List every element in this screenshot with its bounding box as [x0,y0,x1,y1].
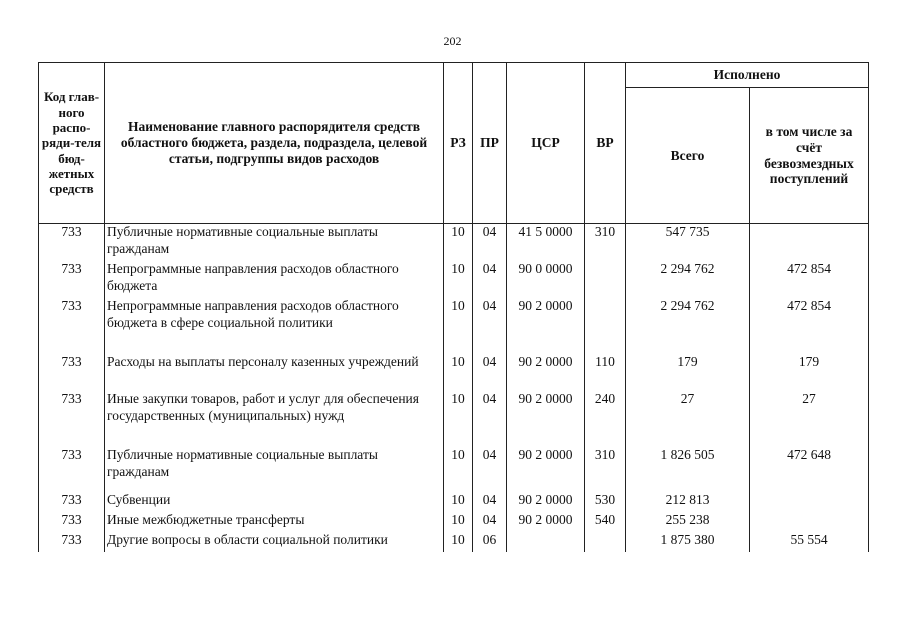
table-row [39,447,869,484]
cell-grants: 472 648 [750,447,869,484]
cell-grants [750,512,869,532]
cell-name: Иные закупки товаров, работ и услуг для обеспечения государственных (муниципальных) нужд [105,391,444,447]
cell-csr [507,532,585,552]
cell-rz: 10 [444,532,473,552]
cell-code: 733 [39,532,105,552]
table-row [39,261,869,298]
cell-pr: 04 [473,391,507,447]
header-name: Наименование главного распорядителя средств областного бюджета, раздела, подраздела, целевой статьи, подгруппы видов расходов [105,63,444,224]
cell-name: Непрограммные направления расходов областного бюджета [105,261,444,298]
cell-name: Непрограммные направления расходов областного бюджета в сфере социальной политики [105,298,444,354]
header-csr: ЦСР [507,63,585,224]
cell-grants: 472 854 [750,261,869,298]
cell-total: 27 [626,391,750,447]
cell-csr: 90 2 0000 [507,298,585,354]
cell-pr: 04 [473,224,507,262]
cell-grants [750,492,869,512]
cell-total: 179 [626,354,750,391]
cell-csr: 90 2 0000 [507,354,585,391]
cell-pr: 04 [473,512,507,532]
cell-csr: 90 2 0000 [507,492,585,512]
cell-code: 733 [39,512,105,532]
budget-execution-table [38,62,869,552]
table-row [39,512,869,532]
cell-pr: 04 [473,261,507,298]
cell-vr: 240 [585,391,626,447]
cell-total: 1 826 505 [626,447,750,484]
cell-code: 733 [39,447,105,484]
cell-name: Публичные нормативные социальные выплаты гражданам [105,447,444,484]
cell-grants: 472 854 [750,298,869,354]
cell-total: 255 238 [626,512,750,532]
cell-csr: 90 2 0000 [507,512,585,532]
header-total: Всего [626,88,750,224]
cell-code: 733 [39,354,105,391]
cell-name: Другие вопросы в области социальной политики [105,532,444,552]
header-vr: ВР [585,63,626,224]
table-row [39,391,869,447]
table-row [39,532,869,552]
spacer-row [39,484,869,492]
cell-csr: 90 0 0000 [507,261,585,298]
cell-code: 733 [39,298,105,354]
cell-pr: 04 [473,492,507,512]
cell-total: 212 813 [626,492,750,512]
cell-vr [585,532,626,552]
cell-rz: 10 [444,298,473,354]
cell-vr: 110 [585,354,626,391]
cell-total: 547 735 [626,224,750,262]
cell-pr: 04 [473,447,507,484]
cell-csr: 90 2 0000 [507,447,585,484]
cell-total: 1 875 380 [626,532,750,552]
cell-grants: 55 554 [750,532,869,552]
header-grants: в том числе за счёт безвозмездных поступлений [750,88,869,224]
cell-total: 2 294 762 [626,298,750,354]
cell-grants: 179 [750,354,869,391]
cell-grants: 27 [750,391,869,447]
table-row [39,354,869,391]
header-rz: РЗ [444,63,473,224]
cell-vr: 310 [585,224,626,262]
cell-name: Иные межбюджетные трансферты [105,512,444,532]
cell-name: Расходы на выплаты персоналу казенных учреждений [105,354,444,391]
cell-pr: 06 [473,532,507,552]
cell-code: 733 [39,391,105,447]
page-number: 202 [443,34,462,48]
table-row [39,224,869,262]
cell-pr: 04 [473,354,507,391]
cell-rz: 10 [444,391,473,447]
table-row [39,492,869,512]
cell-grants [750,224,869,262]
cell-rz: 10 [444,447,473,484]
cell-rz: 10 [444,261,473,298]
cell-rz: 10 [444,492,473,512]
cell-code: 733 [39,492,105,512]
cell-vr: 310 [585,447,626,484]
cell-rz: 10 [444,224,473,262]
cell-code: 733 [39,261,105,298]
header-pr: ПР [473,63,507,224]
cell-rz: 10 [444,512,473,532]
table-row [39,298,869,354]
header-code: Код глав-ного распо-ряди-теля бюд-жетных средств [39,63,105,224]
cell-pr: 04 [473,298,507,354]
cell-rz: 10 [444,354,473,391]
cell-vr [585,261,626,298]
cell-total: 2 294 762 [626,261,750,298]
cell-vr: 540 [585,512,626,532]
cell-name: Публичные нормативные социальные выплаты гражданам [105,224,444,262]
cell-vr [585,298,626,354]
cell-csr: 41 5 0000 [507,224,585,262]
header-executed: Исполнено [626,63,869,88]
cell-csr: 90 2 0000 [507,391,585,447]
cell-name: Субвенции [105,492,444,512]
cell-code: 733 [39,224,105,262]
cell-vr: 530 [585,492,626,512]
